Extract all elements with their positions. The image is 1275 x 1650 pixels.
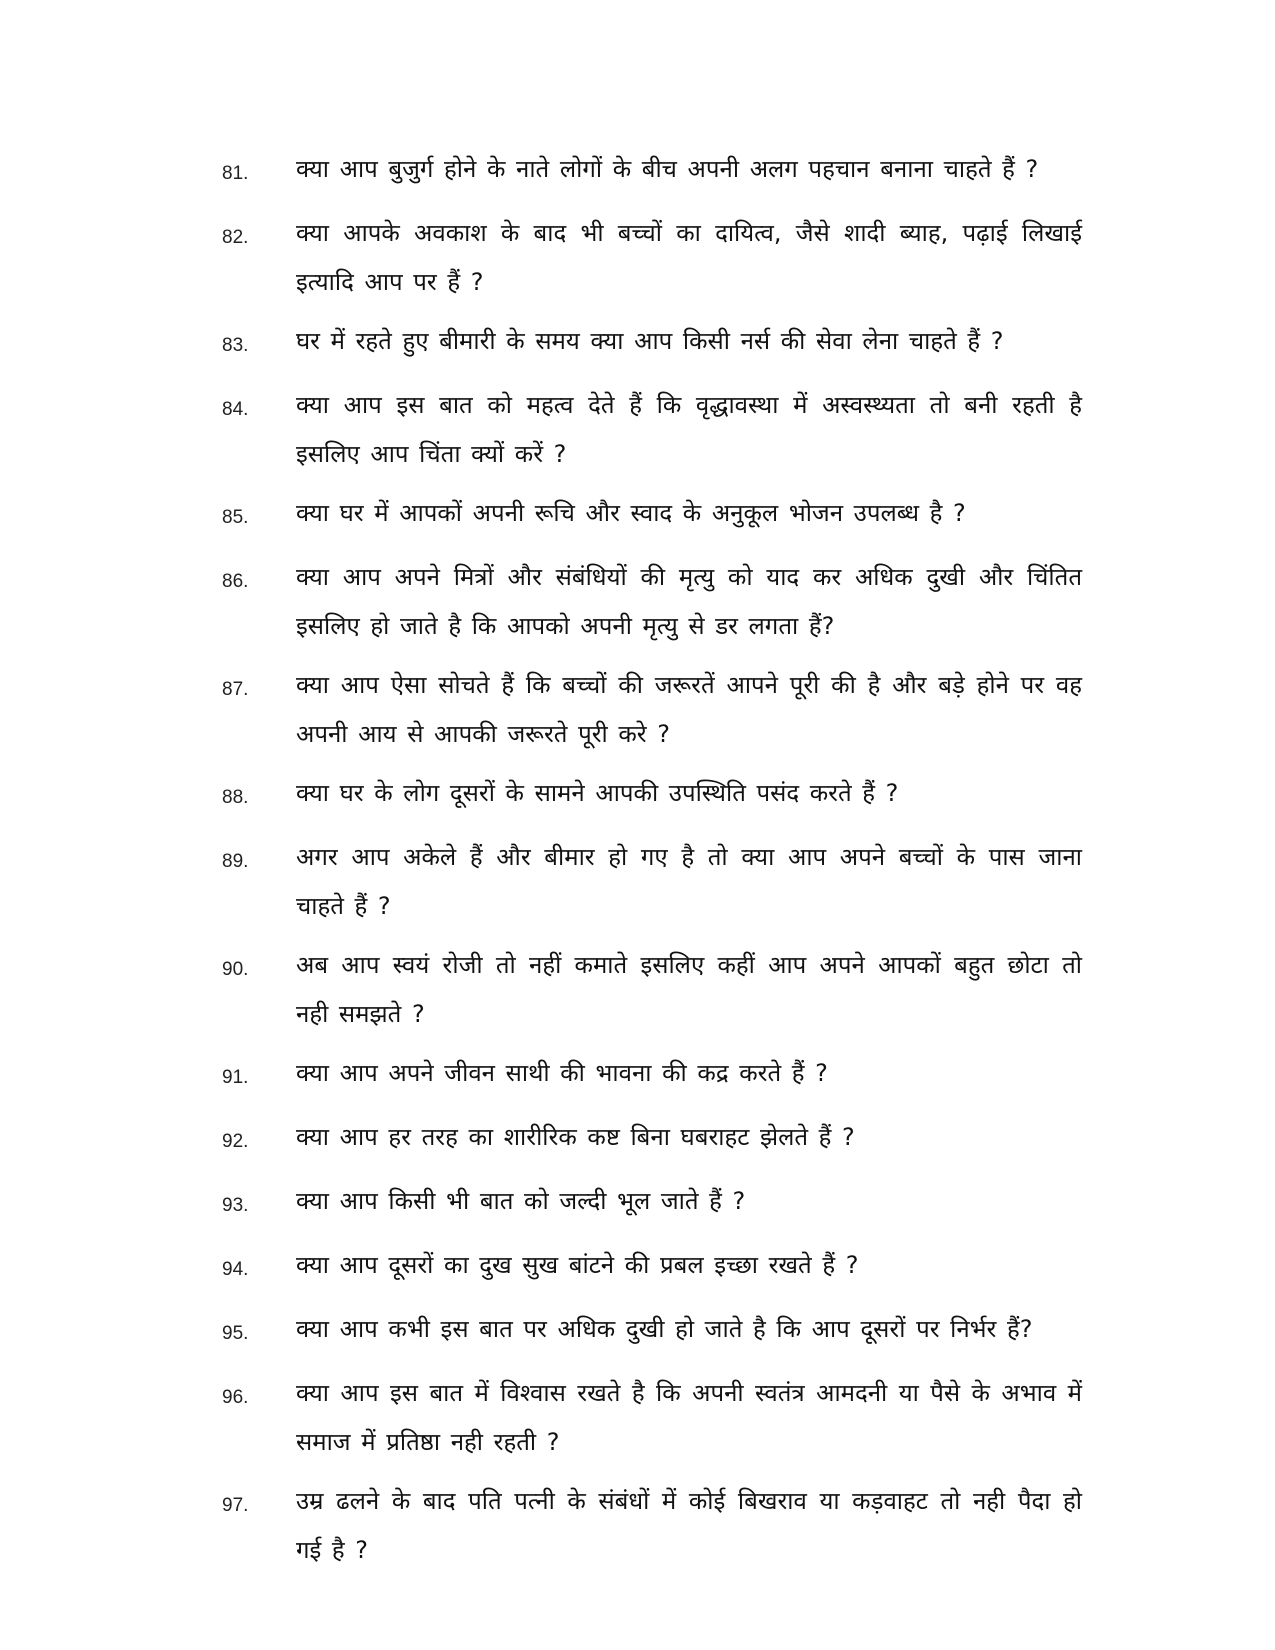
question-number: 88. (222, 787, 249, 808)
question-text: क्या घर में आपकों अपनी रूचि और स्वाद के अनुकूल भोजन उपलब्ध है ? (296, 499, 966, 527)
question-item (222, 145, 1082, 199)
question-item (222, 769, 1082, 823)
question-item (222, 489, 1082, 543)
question-text: क्या आप हर तरह का शारीरिक कष्ट बिना घबराहट झेलते हैं ? (296, 1123, 855, 1151)
question-text: क्या आप दूसरों का दुख सुख बांटने की प्रबल इच्छा रखते हैं ? (296, 1251, 859, 1279)
question-item (222, 317, 1082, 371)
question-text: क्या आप अपने मित्रों और संबंधियों की मृत्यु को याद कर अधिक दुखी और चिंतित इसलिए हो जाते है कि आपको अपनी मृत्यु से डर लगता हैं? (296, 563, 1082, 640)
question-number: 96. (222, 1387, 249, 1408)
question-item (222, 1177, 1082, 1231)
question-text: क्या आप ऐसा सोचते हैं कि बच्चों की जरूरतें आपने पूरी की है और बड़े होने पर वह अपनी आय से आपकी जरूरते पूरी करे ? (296, 671, 1082, 748)
question-text: क्या आप इस बात को महत्व देते हैं कि वृद्धावस्था में अस्वस्थ्यता तो बनी रहती है इसलिए आप चिंता क्यों करें ? (296, 391, 1082, 468)
question-item (222, 1369, 1082, 1467)
question-number: 95. (222, 1323, 249, 1344)
question-number: 89. (222, 851, 249, 872)
question-text: उम्र ढलने के बाद पति पत्नी के संबंधों में कोई बिखराव या कड़वाहट तो नही पैदा हो गई है ? (296, 1487, 1082, 1564)
question-number: 87. (222, 679, 249, 700)
question-text: क्या आप किसी भी बात को जल्दी भूल जाते हैं ? (296, 1187, 746, 1215)
question-text: क्या आप इस बात में विश्वास रखते है कि अपनी स्वतंत्र आमदनी या पैसे के अभाव में समाज में प्रतिष्ठा नही रहती ? (296, 1379, 1082, 1456)
question-number: 84. (222, 399, 249, 420)
question-item (222, 1113, 1082, 1167)
question-number: 92. (222, 1131, 249, 1152)
question-number: 90. (222, 959, 249, 980)
question-number: 81. (222, 163, 249, 184)
question-text: क्या आप बुजुर्ग होने के नाते लोगों के बीच अपनी अलग पहचान बनाना चाहते हैं ? (296, 155, 1039, 183)
question-text: अगर आप अकेले हैं और बीमार हो गए है तो क्या आप अपने बच्चों के पास जाना चाहते हैं ? (296, 843, 1082, 920)
question-number: 93. (222, 1195, 249, 1216)
question-text: अब आप स्वयं रोजी तो नहीं कमाते इसलिए कहीं आप अपने आपकों बहुत छोटा तो नही समझते ? (296, 951, 1082, 1028)
question-number: 94. (222, 1259, 249, 1280)
question-item (222, 1477, 1082, 1575)
question-item (222, 553, 1082, 651)
question-number: 85. (222, 507, 249, 528)
question-number: 91. (222, 1067, 249, 1088)
question-text: क्या आप अपने जीवन साथी की भावना की कद्र करते हैं ? (296, 1059, 828, 1087)
question-item (222, 209, 1082, 307)
question-number: 97. (222, 1495, 249, 1516)
question-text: क्या घर के लोग दूसरों के सामने आपकी उपस्थिति पसंद करते हैं ? (296, 779, 899, 807)
question-item (222, 1305, 1082, 1359)
question-item (222, 1241, 1082, 1295)
question-item (222, 833, 1082, 931)
question-item (222, 941, 1082, 1039)
question-number: 83. (222, 335, 249, 356)
question-text: घर में रहते हुए बीमारी के समय क्या आप किसी नर्स की सेवा लेना चाहते हैं ? (296, 327, 1004, 355)
question-item (222, 661, 1082, 759)
question-list (222, 145, 1082, 1585)
question-item (222, 381, 1082, 479)
question-item (222, 1049, 1082, 1103)
question-number: 82. (222, 227, 249, 248)
question-number: 86. (222, 571, 249, 592)
question-text: क्या आप कभी इस बात पर अधिक दुखी हो जाते है कि आप दूसरों पर निर्भर हैं? (296, 1315, 1033, 1343)
question-text: क्या आपके अवकाश के बाद भी बच्चों का दायित्व, जैसे शादी ब्याह, पढ़ाई लिखाई इत्यादि आप पर हैं ? (296, 219, 1082, 296)
